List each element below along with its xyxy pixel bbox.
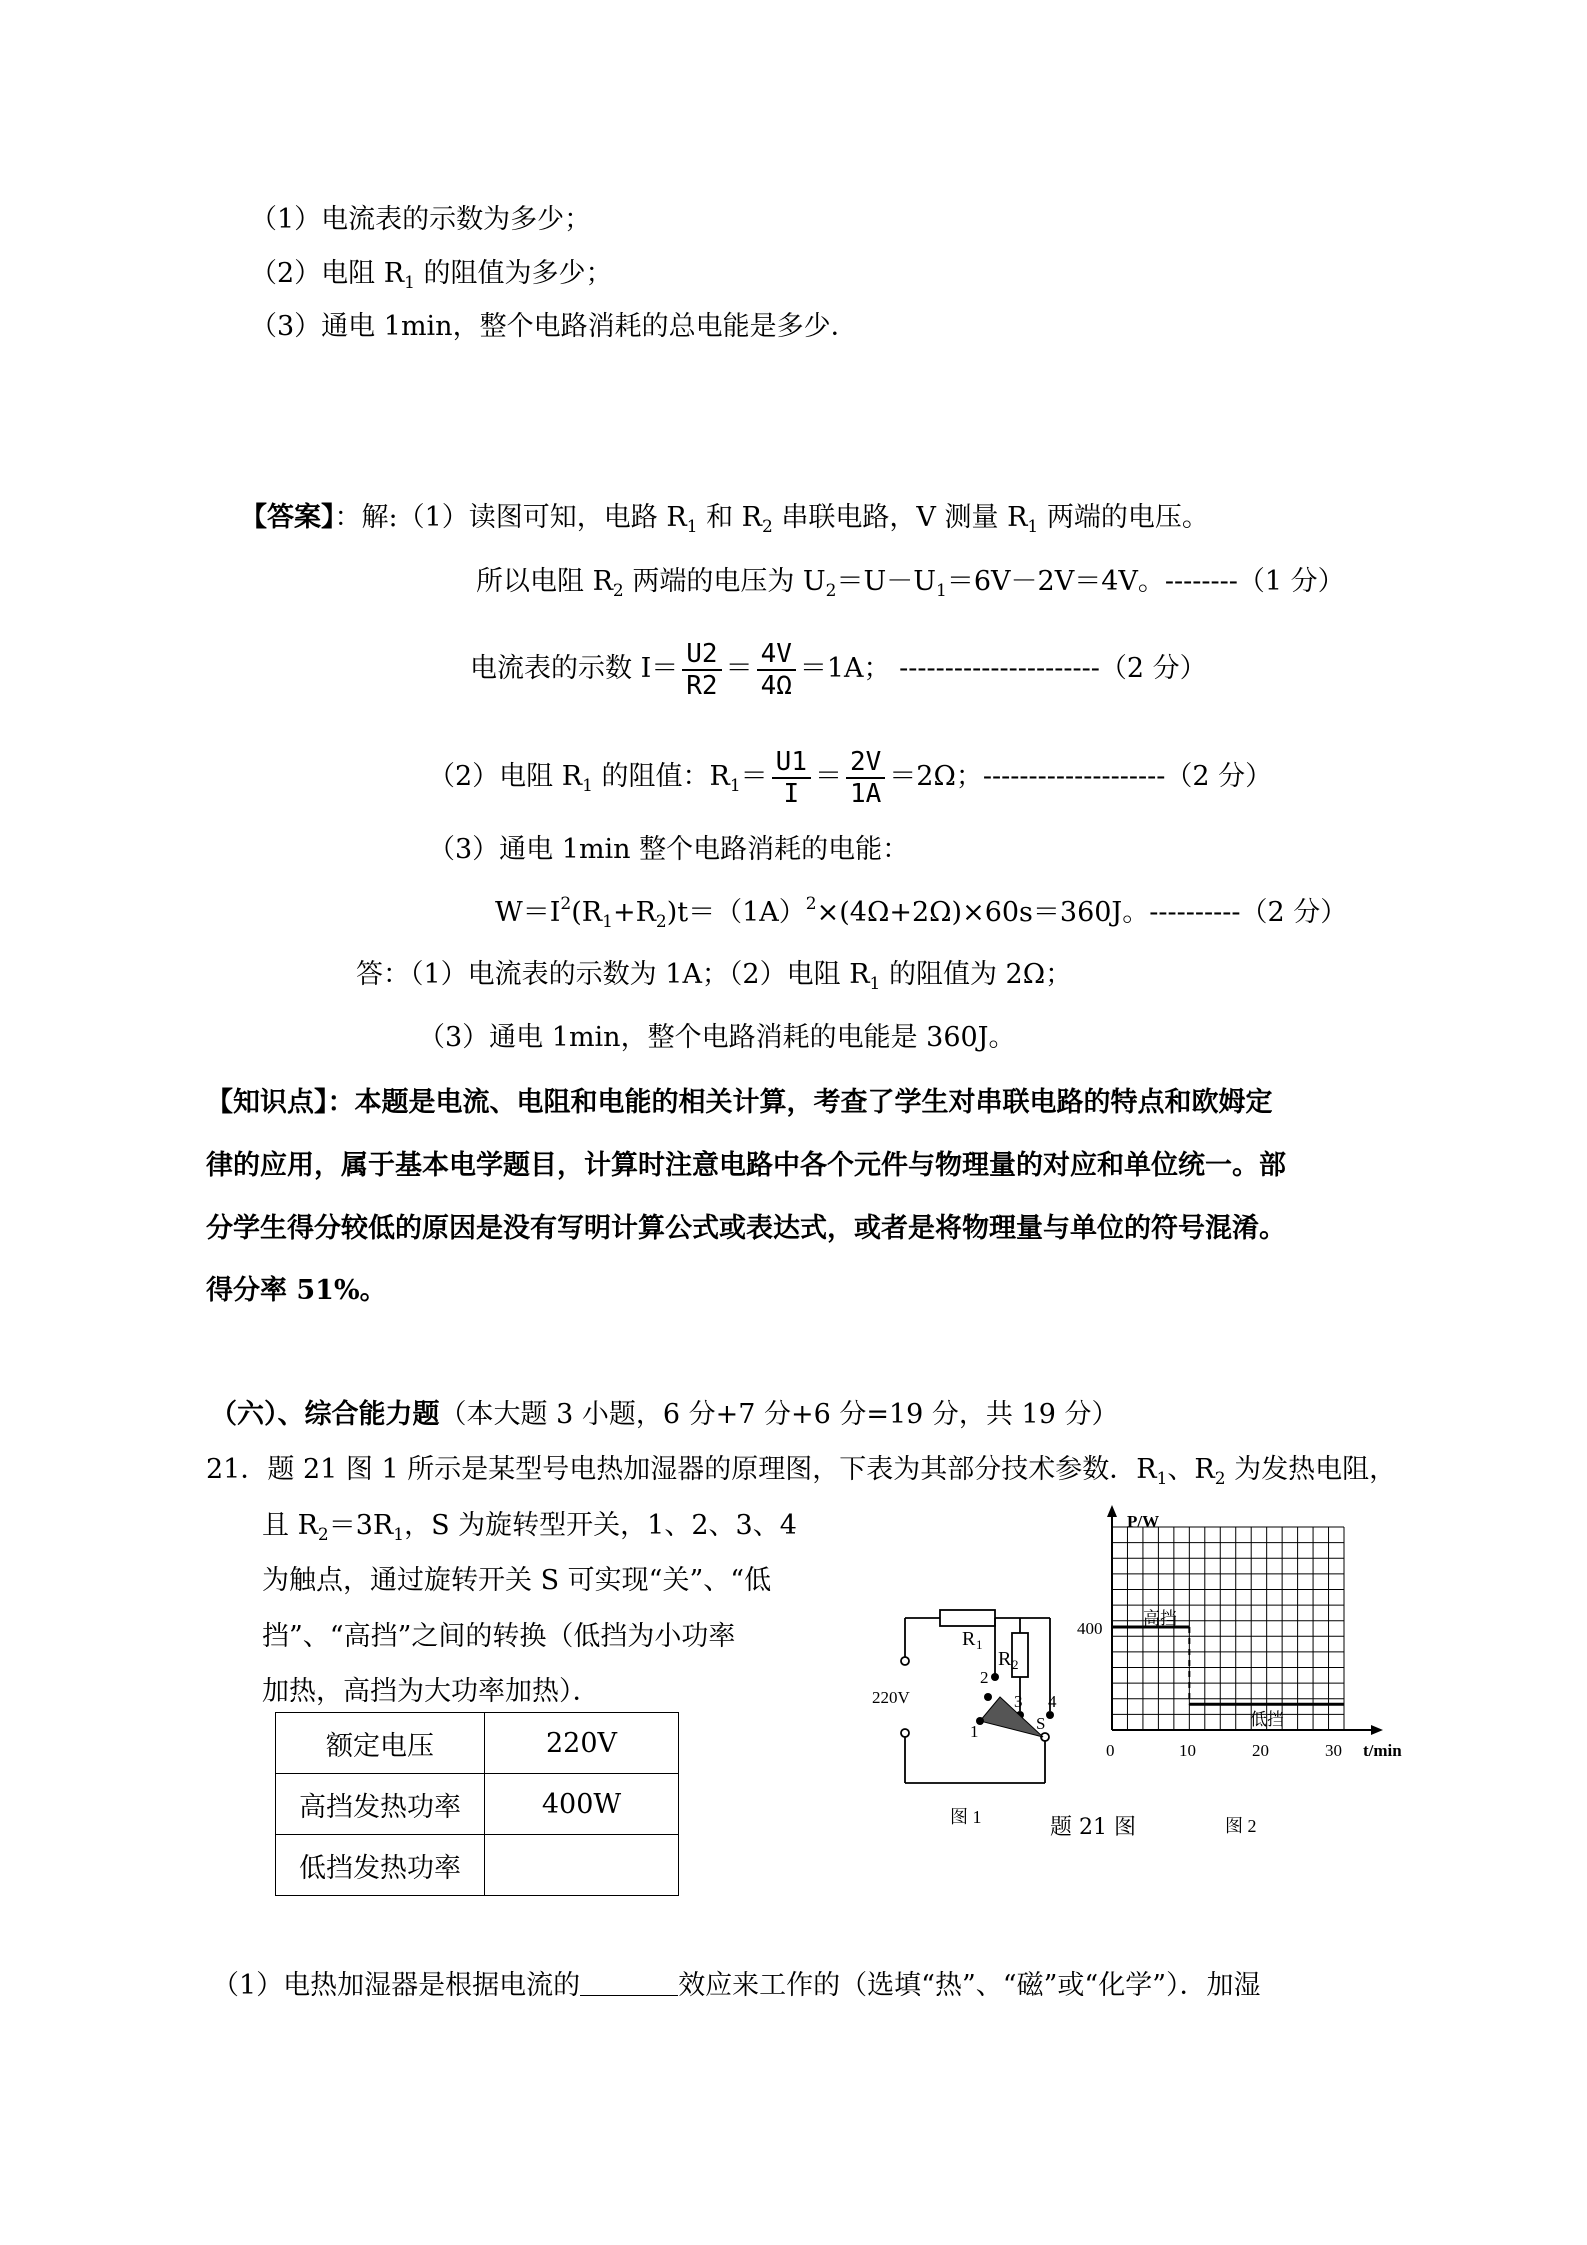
- q21-line-1: 21．题 21 图 1 所示是某型号电热加湿器的原理图，下表为其部分技术参数．$R_1$、$R_2$ 为发热电阻，: [206, 1454, 1397, 1489]
- svg-text:220V: 220V: [872, 1688, 910, 1707]
- q21-line-3: 为触点，通过旋转开关 S 可实现“关”、“低: [262, 1565, 772, 1596]
- table-cell: [485, 1835, 679, 1896]
- answer-line-1: 【答案】：解:（1）读图可知，电路 $R_1$ 和 $R_2$ 串联电路，V 测量 $R_1$ 两端的电压。: [240, 502, 1209, 537]
- x-tick-label: 20: [1252, 1741, 1269, 1760]
- svg-text:4: 4: [1048, 1692, 1057, 1711]
- x-axis-label: t/min: [1363, 1741, 1402, 1760]
- fraction-2v-1a: $\frac{2V}{1A}$: [846, 747, 885, 809]
- svg-text:S: S: [1036, 1714, 1046, 1733]
- svg-text:R: R: [962, 1628, 976, 1650]
- answer-line-4: （2）电阻 $R_1$ 的阻值：$R_1=$ $\frac{U1}{I}$ ＝ $\frac{2V}{1A}$ ＝2Ω；--------------------（2 分）: [428, 746, 1273, 809]
- resistor-r1: [940, 1610, 995, 1626]
- spec-table: [275, 1712, 679, 1896]
- answer-line-8: （3）通电 1min，整个电路消耗的电能是 360J。: [418, 1022, 1016, 1053]
- y-tick-label: 400: [1077, 1619, 1103, 1638]
- knowledge-line-3: 分学生得分较低的原因是没有写明计算公式或表达式，或者是将物理量与单位的符号混淆。: [206, 1213, 1286, 1244]
- svg-text:1: 1: [970, 1722, 979, 1741]
- section-6-title: （六）、综合能力题: [210, 1399, 440, 1430]
- knowledge-line-2: 律的应用，属于基本电学题目，计算时注意电路中各个元件与物理量的对应和单位统一。部: [206, 1150, 1286, 1181]
- fraction-4v-4ohm: $\frac{4V}{4\Omega}$: [757, 639, 796, 701]
- low-label: 低挡: [1250, 1710, 1284, 1729]
- high-label: 高挡: [1143, 1609, 1177, 1628]
- figure-caption: 题 21 图: [1050, 1815, 1136, 1840]
- table-row: [276, 1713, 679, 1774]
- svg-text:R: R: [998, 1648, 1012, 1670]
- question-item-2: （2）电阻 $R_1$ 的阻值为多少；: [250, 258, 613, 293]
- answer-line-6: $W=I^2(R_1+R_2)t=(1A)^2\times(4\Omega+2\Omega)\times 60s=360J$。----------（2 分）: [495, 894, 1348, 932]
- table-cell: 额定电压: [276, 1713, 485, 1774]
- table-cell: 低挡发热功率: [276, 1835, 485, 1896]
- answer-line-3: 电流表的示数 I＝ $\frac{U2}{R2}$ ＝ $\frac{4V}{4\Omega}$ ＝1A； ----------------------（2 分）: [470, 638, 1207, 701]
- table-row: [276, 1835, 679, 1896]
- svg-text:3: 3: [1014, 1692, 1023, 1711]
- x-tick-label: 10: [1179, 1741, 1196, 1760]
- table-cell: 400W: [485, 1774, 679, 1835]
- x-tick-label: 30: [1325, 1741, 1342, 1760]
- table-cell: 高挡发热功率: [276, 1774, 485, 1835]
- knowledge-line-4: 得分率 51%。: [206, 1275, 387, 1306]
- q21-line-5: 加热，高挡为大功率加热）．: [262, 1676, 600, 1707]
- q21-line-4: 挡”、“高挡”之间的转换（低挡为小功率: [262, 1621, 736, 1652]
- svg-text:1: 1: [976, 1637, 983, 1652]
- fraction-u2-r2: $\frac{U2}{R2}$: [682, 639, 721, 701]
- answer-line-5: （3）通电 1min 整个电路消耗的电能：: [428, 834, 910, 865]
- knowledge-line-1: 【知识点】：本题是电流、电阻和电能的相关计算，考查了学生对串联电路的特点和欧姆定: [206, 1087, 1273, 1118]
- answer-line-2: 所以电阻 $R_2$ 两端的电压为 $U_2=U-U_1=6V-2V=4V$。--------（1 分）: [476, 566, 1345, 601]
- svg-text:2: 2: [1012, 1657, 1019, 1672]
- table-row: [276, 1774, 679, 1835]
- section-6-heading: [210, 1397, 1118, 1433]
- answer-tag: 【答案】: [240, 502, 335, 533]
- table-cell: 220V: [485, 1713, 679, 1774]
- q21-subquestion-1: （1）电热加湿器是根据电流的 效应来工作的（选填“热”、“磁”或“化学”）．加湿: [212, 1970, 1261, 2001]
- answer-blank[interactable]: [580, 1969, 678, 1996]
- circuit-diagram: [860, 1585, 1100, 1825]
- x-tick-label: 0: [1106, 1741, 1115, 1760]
- rotary-switch: [980, 1697, 1046, 1737]
- section-6-note: （本大题 3 小题，6 分+7 分+6 分=19 分，共 19 分）: [439, 1399, 1119, 1430]
- power-time-chart: [1075, 1505, 1405, 1845]
- figure-2-caption: 图 2: [1225, 1816, 1257, 1836]
- fraction-u1-i: $\frac{U1}{I}$: [772, 747, 811, 809]
- answer-line-7: 答：（1）电流表的示数为 1A；（2）电阻 $R_1$ 的阻值为 2Ω；: [356, 959, 1073, 994]
- svg-text:图 1: 图 1: [950, 1807, 982, 1825]
- question-item-3: （3）通电 1min，整个电路消耗的总电能是多少．: [250, 311, 858, 342]
- svg-text:2: 2: [980, 1668, 989, 1687]
- q21-line-2: 且 $R_2=3R_1$，S 为旋转型开关，1、2、3、4: [262, 1510, 797, 1545]
- y-axis-label: P/W: [1127, 1512, 1160, 1531]
- question-item-1: （1）电流表的示数为多少；: [250, 204, 592, 235]
